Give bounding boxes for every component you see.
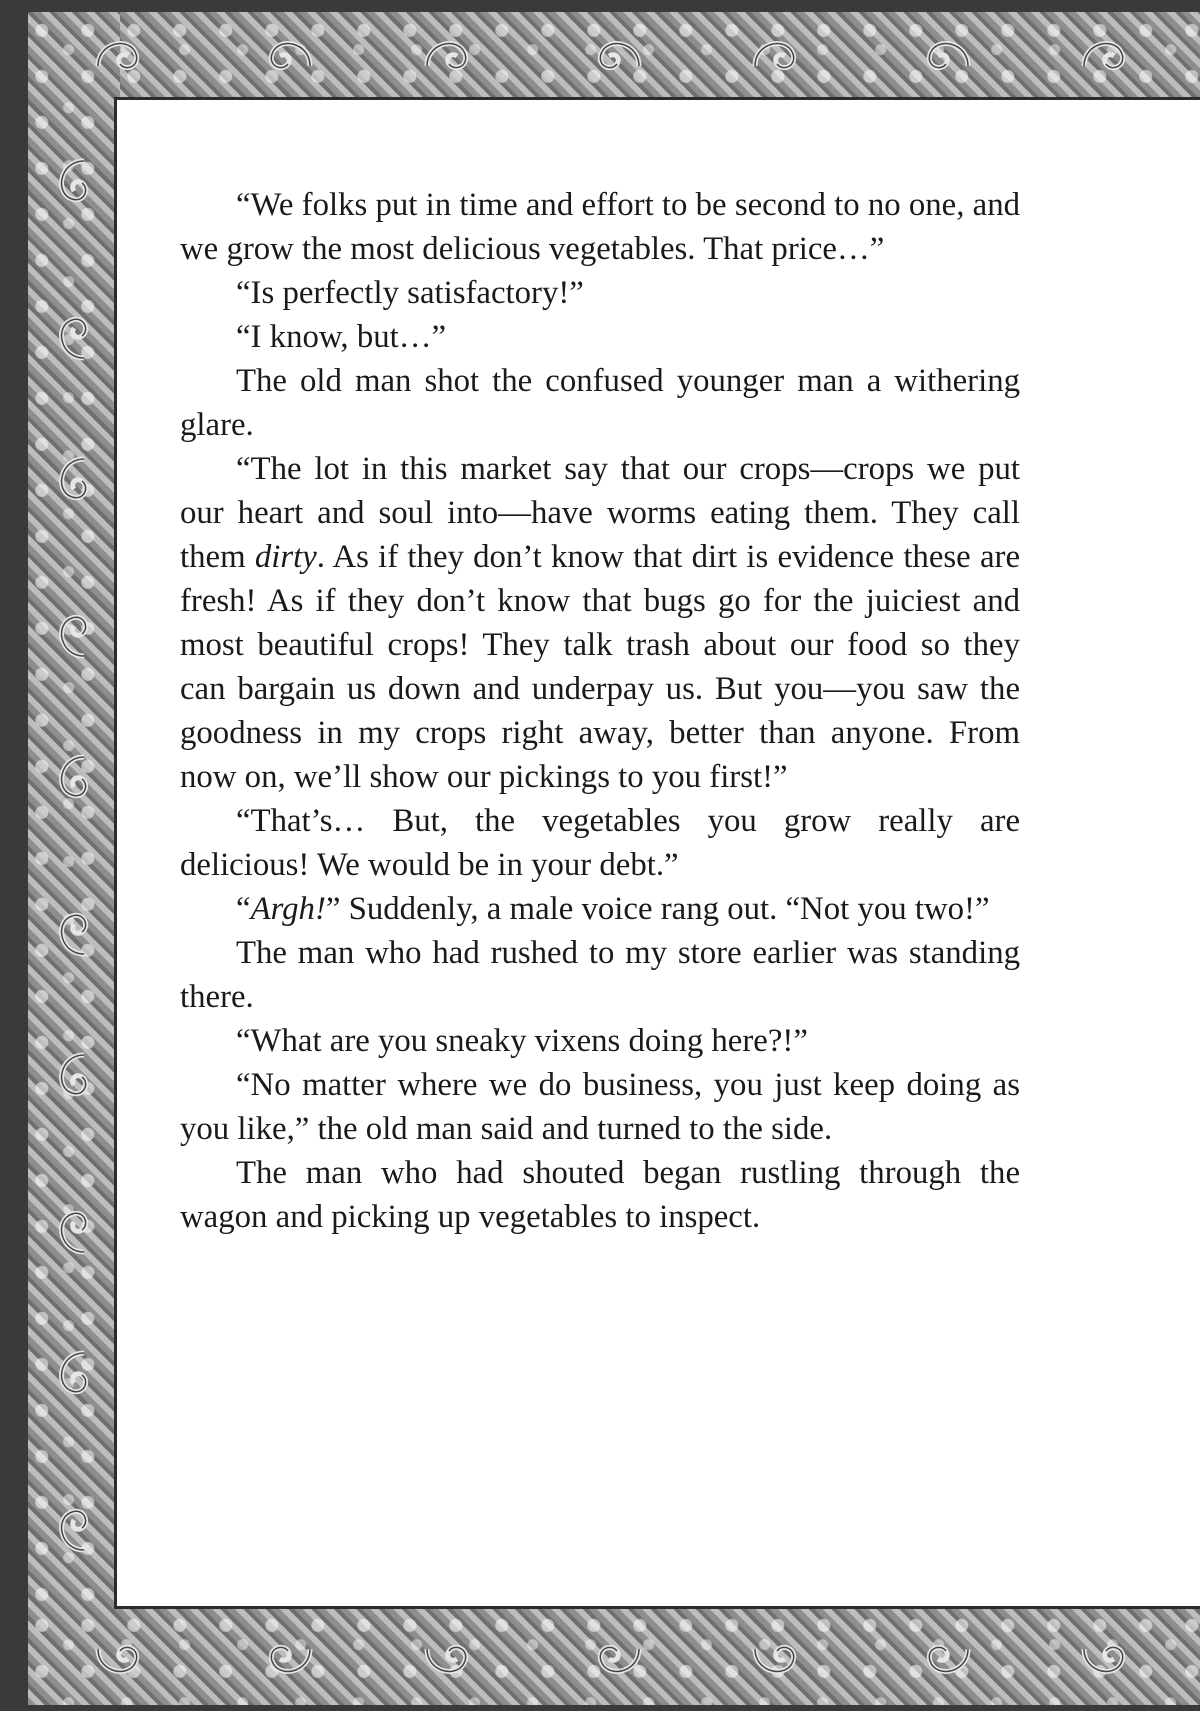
acanthus-scroll-icon — [912, 26, 976, 90]
acanthus-scroll-icon — [419, 1625, 483, 1689]
acanthus-scroll-icon — [44, 1047, 108, 1111]
paragraph: “What are you sneaky vixens doing here?!” — [236, 1023, 808, 1059]
paragraph: “We folks put in time and effort to be second to no one, and we grow the most delicious vegetables. That price…” — [180, 187, 1020, 267]
paragraph-text: “The lot in this market say that our crops—crops we put our heart and soul into—have worms eating them. They call them — [180, 451, 1020, 575]
acanthus-scroll-icon — [44, 153, 108, 217]
acanthus-scroll-icon — [44, 600, 108, 664]
paragraph: The man who had shouted began rustling through the wagon and picking up vegetables to inspect. — [180, 1155, 1020, 1235]
emphasized-word: Argh! — [250, 891, 326, 927]
frame-bottom-scrolls — [40, 1615, 1190, 1699]
paragraph — [180, 447, 1020, 799]
paragraph — [180, 887, 1020, 931]
acanthus-scroll-icon — [254, 1625, 318, 1689]
acanthus-scroll-icon — [44, 749, 108, 813]
acanthus-scroll-icon — [44, 898, 108, 962]
paragraph-text: ” Suddenly, a male voice rang out. “Not you two!” — [325, 891, 990, 927]
paragraph: “Is perfectly satisfactory!” — [236, 275, 584, 311]
frame-top-scrolls — [40, 18, 1190, 98]
acanthus-scroll-icon — [583, 26, 647, 90]
frame-left-scrolls — [36, 110, 116, 1600]
acanthus-scroll-icon — [90, 1625, 154, 1689]
paragraph: “That’s… But, the vegetables you grow really are delicious! We would be in your debt.” — [180, 803, 1020, 883]
acanthus-scroll-icon — [1076, 26, 1140, 90]
acanthus-scroll-icon — [44, 1196, 108, 1260]
acanthus-scroll-icon — [912, 1625, 976, 1689]
paragraph: The old man shot the confused younger man a withering glare. — [180, 363, 1020, 443]
acanthus-scroll-icon — [747, 1625, 811, 1689]
acanthus-scroll-icon — [44, 302, 108, 366]
acanthus-scroll-icon — [254, 26, 318, 90]
paragraph-text: “ — [236, 891, 251, 927]
acanthus-scroll-icon — [90, 26, 154, 90]
paragraph: The man who had rushed to my store earlier was standing there. — [180, 935, 1020, 1015]
acanthus-scroll-icon — [44, 1494, 108, 1558]
acanthus-scroll-icon — [419, 26, 483, 90]
page-body — [180, 183, 1020, 1239]
paragraph: “No matter where we do business, you just keep doing as you like,” the old man said and turned to the side. — [180, 1067, 1020, 1147]
acanthus-scroll-icon — [44, 451, 108, 515]
acanthus-scroll-icon — [747, 26, 811, 90]
paragraph: “I know, but…” — [236, 319, 447, 355]
emphasized-word: dirty — [254, 539, 317, 575]
acanthus-scroll-icon — [1076, 1625, 1140, 1689]
acanthus-scroll-icon — [44, 1345, 108, 1409]
acanthus-scroll-icon — [583, 1625, 647, 1689]
paragraph-text: . As if they don’t know that dirt is evidence these are fresh! As if they don’t know that bugs go for the juiciest and most beautiful crops! They talk trash about our food so they can bargain us down and underpay us. But you—you saw the goodness in my crops right away, better than anyone. From now on, we’ll show our pickings to you first!” — [180, 539, 1020, 795]
